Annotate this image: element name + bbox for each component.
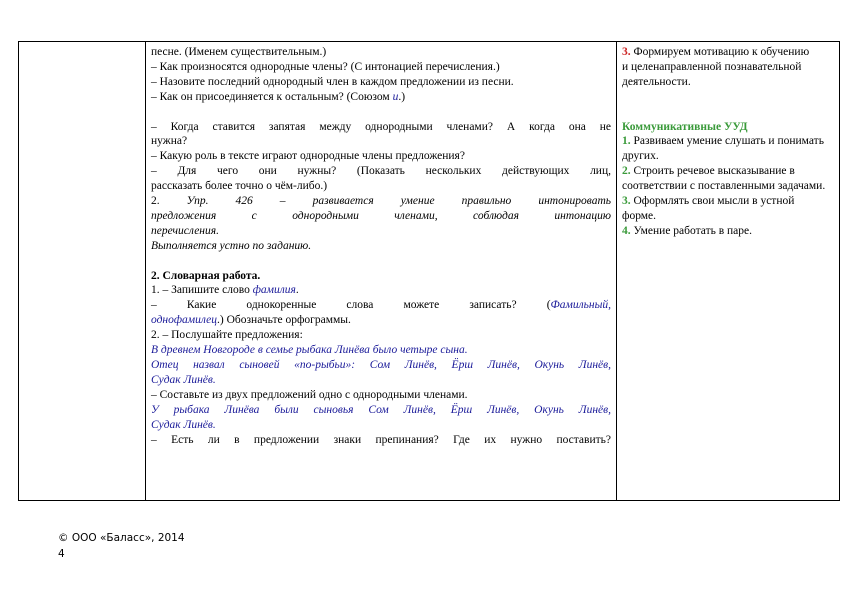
table-cell-stage	[19, 42, 146, 500]
text-line: рассказать более точно о чём-либо.)	[151, 180, 328, 193]
exercise-line: предложения с однородными членами, соблюдая интонацию	[151, 209, 611, 222]
text-line: однофамилец.) Обозначьте орфограммы.	[151, 314, 351, 327]
text-line: – Какую роль в тексте играют однородные члены предложения?	[151, 150, 465, 163]
uud-item: и целенаправленной познавательной	[622, 60, 802, 73]
page-number: 4	[58, 548, 65, 560]
text-line: – Как он присоединяется к остальным? (Союзом и.)	[151, 90, 406, 103]
text-line: – Когда ставится запятая между однородными членами? А когда она не	[151, 120, 611, 133]
exercise-line: 2. Упр. 426 – развивается умение правильно интонировать	[151, 195, 612, 208]
text-line: 1. – Запишите слово фамилия.	[151, 284, 299, 297]
example-sentence: В древнем Новгороде в семье рыбака Линёва было четыре сына.	[151, 344, 468, 357]
uud-item: деятельности.	[622, 75, 691, 88]
example-sentence: Судак Линёв.	[151, 418, 216, 431]
text-line: – Составьте из двух предложений одно с однородными членами.	[151, 388, 468, 401]
uud-item: 1. Развиваем умение слушать и понимать	[622, 135, 824, 148]
example-sentence: Судак Линёв.	[151, 373, 216, 386]
text-line: – Какие однокоренные слова можете записать? (Фамильный,	[151, 299, 611, 312]
lesson-table	[18, 41, 840, 501]
uud-item: 3. Оформлять свои мысли в устной	[622, 195, 795, 208]
uud-item: других.	[622, 150, 659, 163]
section-heading: 2. Словарная работа.	[151, 269, 261, 282]
uud-item: соответствии с поставленными задачами.	[622, 180, 826, 193]
uud-item: форме.	[622, 209, 657, 222]
exercise-note: Выполняется устно по заданию.	[151, 239, 312, 252]
exercise-line: перечисления.	[151, 224, 219, 237]
conjunction-i: и	[392, 90, 399, 103]
uud-item: 3. Формируем мотивацию к обучению	[622, 46, 810, 58]
text-line: песне. (Именем существительным.)	[151, 46, 327, 58]
text-line: нужна?	[151, 135, 188, 148]
copyright-footer: © ООО «Баласс», 2014	[58, 532, 185, 544]
text-line: – Есть ли в предложении знаки препинания? Где их нужно поставить?	[151, 433, 611, 446]
table-cell-activity	[146, 42, 617, 500]
table-cell-uud	[617, 42, 841, 500]
uud-heading: Коммуникативные УУД	[622, 120, 748, 133]
text-line: – Как произносятся однородные члены? (С интонацией перечисления.)	[151, 60, 500, 73]
text-line: – Назовите последний однородный член в каждом предложении из песни.	[151, 75, 514, 88]
example-sentence: У рыбака Линёва были сыновья Сом Линёв, Ёрш Линёв, Окунь Линёв,	[151, 403, 611, 416]
text-line: 2. – Послушайте предложения:	[151, 329, 303, 342]
text-line: – Для чего они нужны? (Показать нескольких действующих лиц,	[151, 165, 611, 178]
uud-item: 2. Строить речевое высказывание в	[622, 165, 795, 178]
uud-item: 4. Умение работать в паре.	[622, 224, 753, 237]
vocab-word: фамилия	[252, 284, 296, 297]
example-sentence: Отец назвал сыновей «по-рыбьи»: Сом Линёв, Ёрш Линёв, Окунь Линёв,	[151, 359, 611, 371]
